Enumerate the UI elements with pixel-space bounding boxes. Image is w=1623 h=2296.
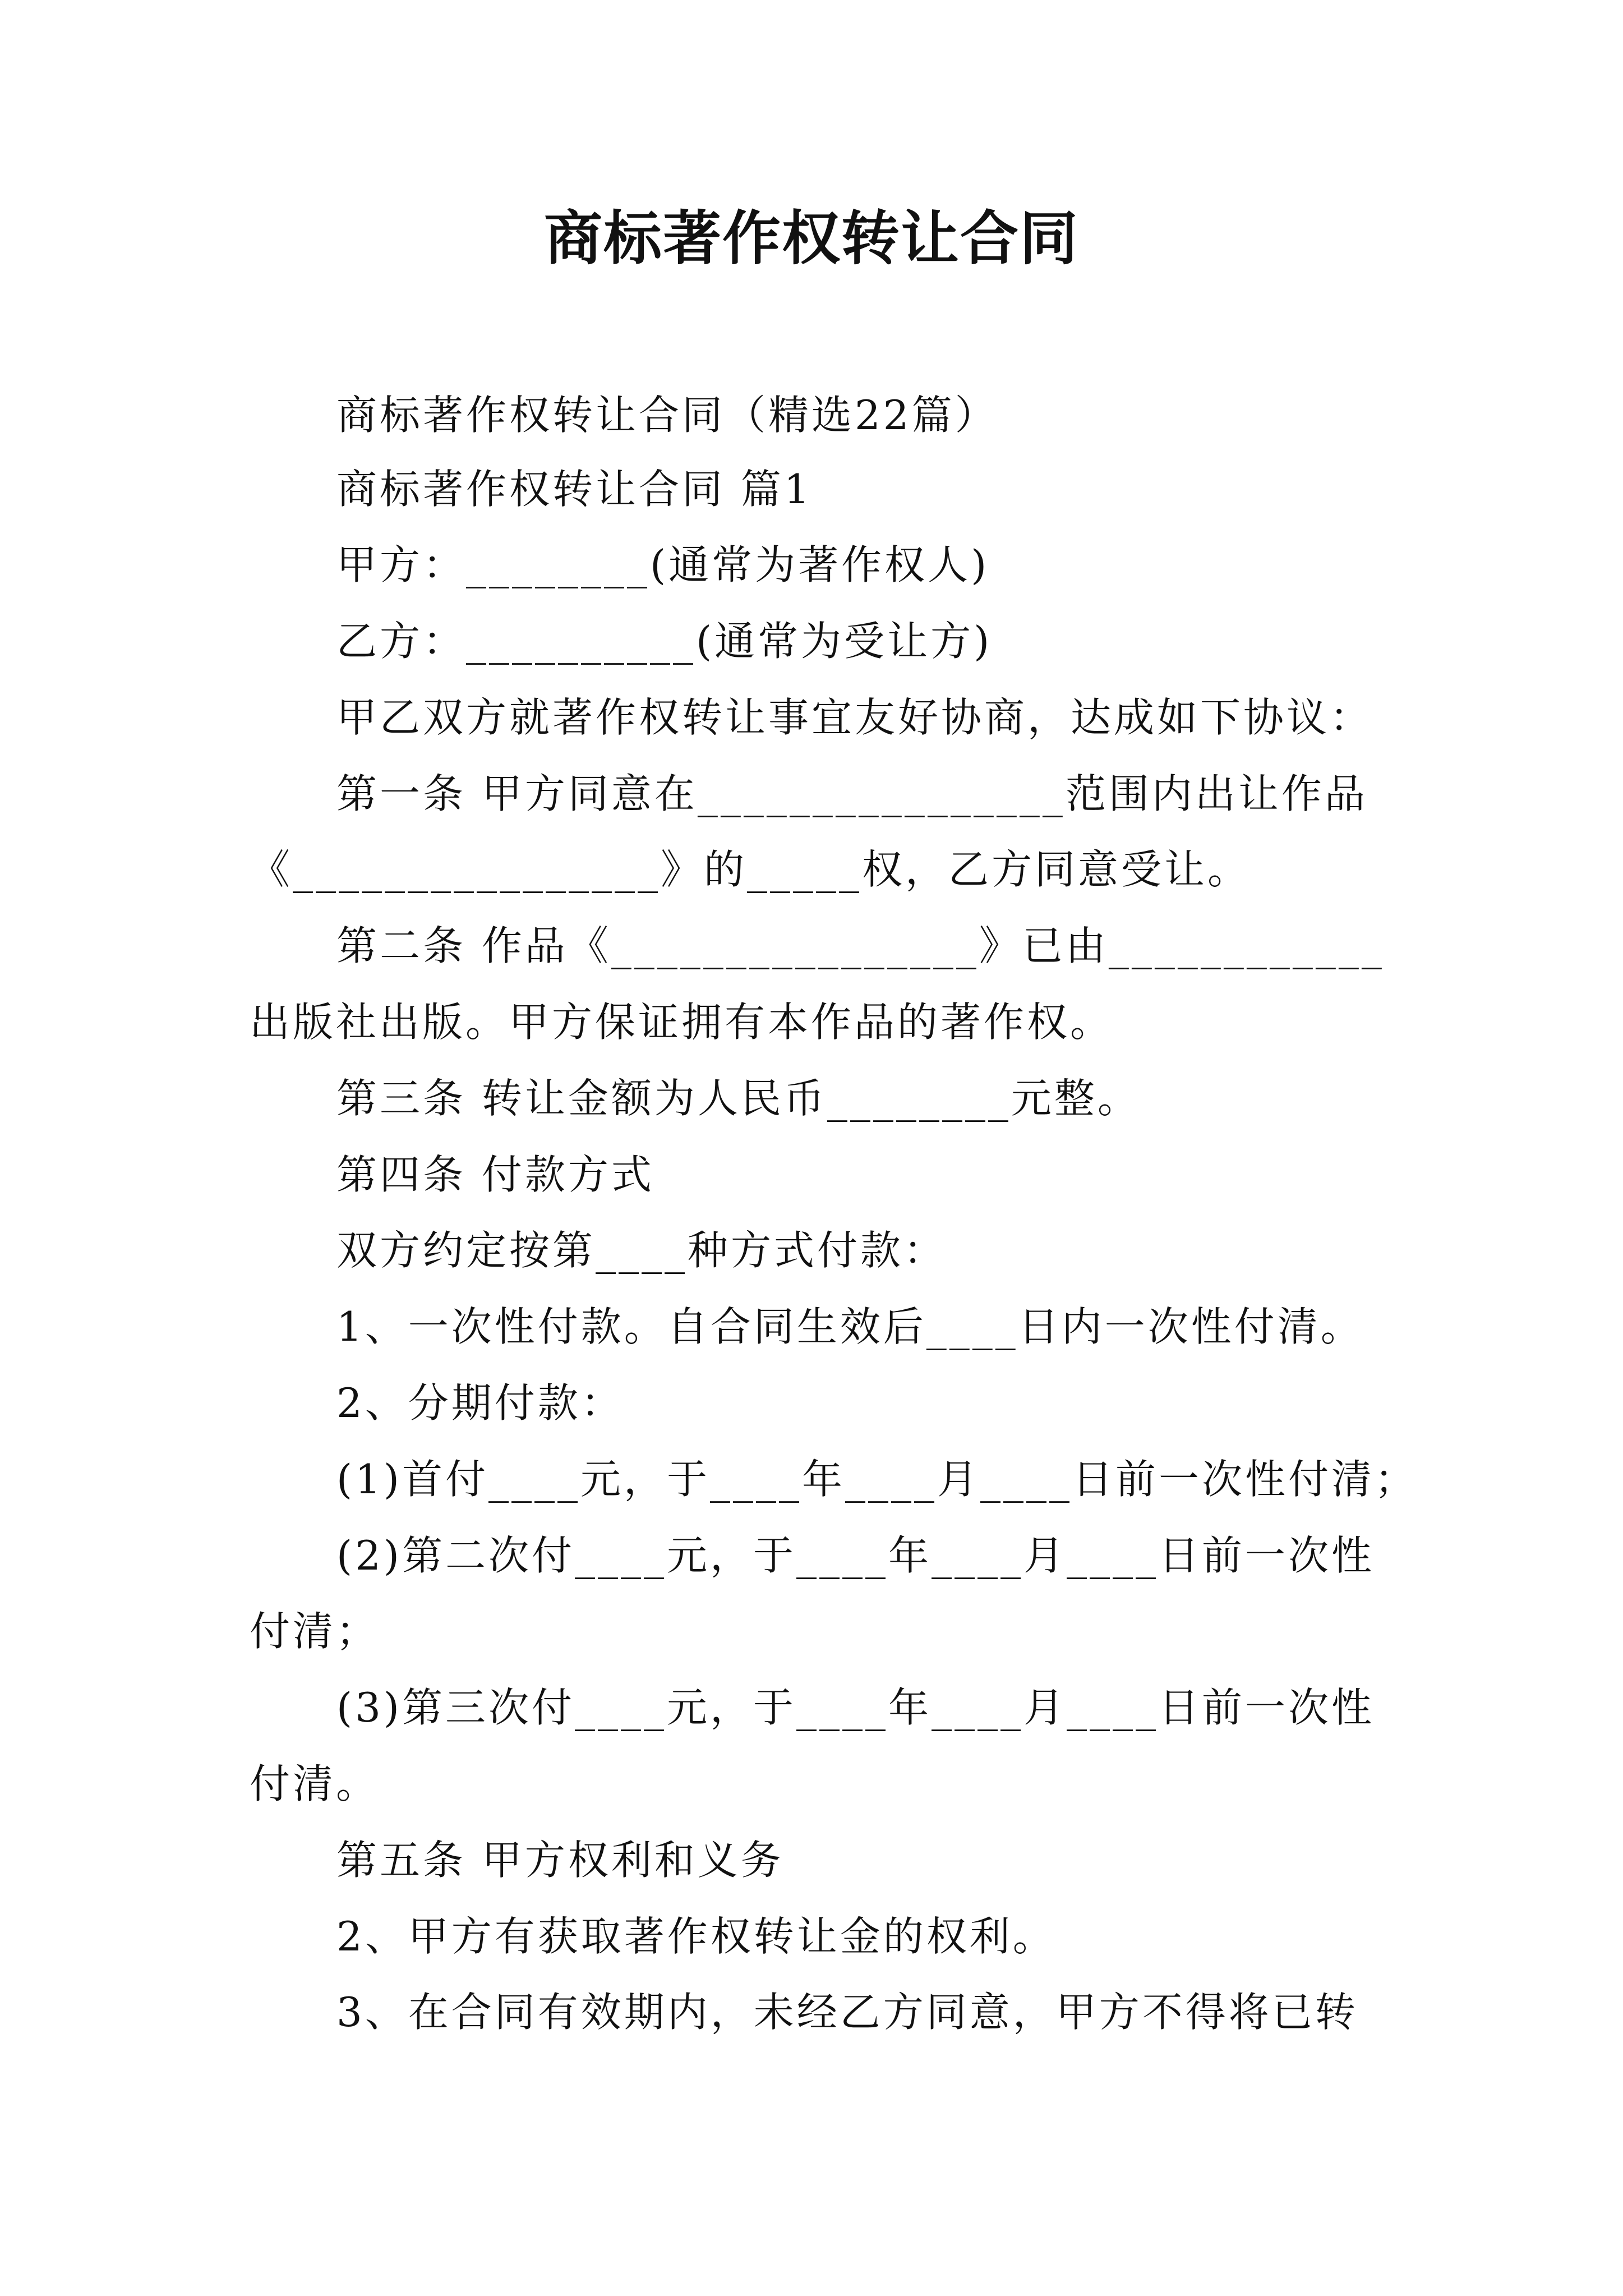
agreement-intro: 甲乙双方就著作权转让事宜友好协商，达成如下协议： bbox=[336, 694, 1373, 741]
article-2-line-2: 出版社出版。甲方保证拥有本作品的著作权。 bbox=[250, 999, 1114, 1046]
party-b-line: 乙方：__________(通常为受让方) bbox=[336, 618, 993, 665]
article-5-heading: 第五条 甲方权利和义务 bbox=[336, 1837, 784, 1884]
installment-3-line-1: (3)第三次付____元，于____年____月____日前一次性 bbox=[336, 1684, 1375, 1731]
article-1-line-1: 第一条 甲方同意在________________范围内出让作品 bbox=[336, 770, 1368, 817]
lump-sum-line: 1、一次性付款。自合同生效后____日内一次性付清。 bbox=[336, 1303, 1364, 1350]
installment-1-line: (1)首付____元，于____年____月____日前一次性付清； bbox=[336, 1456, 1418, 1503]
installment-3-line-2: 付清。 bbox=[250, 1760, 380, 1807]
document-title: 商标著作权转让合同 bbox=[543, 204, 1079, 273]
section-heading: 商标著作权转让合同 篇1 bbox=[336, 466, 813, 513]
article-2-line-1: 第二条 作品《________________》已由____________ bbox=[336, 922, 1385, 969]
installment-2-line-1: (2)第二次付____元，于____年____月____日前一次性 bbox=[336, 1532, 1375, 1579]
installment-heading: 2、分期付款： bbox=[336, 1379, 624, 1427]
party-a-line: 甲方：________(通常为著作权人) bbox=[336, 541, 990, 588]
article-5-item-2: 2、甲方有获取著作权转让金的权利。 bbox=[336, 1913, 1056, 1960]
payment-method-line: 双方约定按第____种方式付款： bbox=[336, 1227, 947, 1274]
article-4-heading: 第四条 付款方式 bbox=[336, 1151, 654, 1198]
article-5-item-3: 3、在合同有效期内，未经乙方同意，甲方不得将已转 bbox=[336, 1989, 1358, 2036]
installment-2-line-2: 付清； bbox=[250, 1608, 380, 1655]
article-1-line-2: 《________________》的_____权，乙方同意受让。 bbox=[250, 846, 1251, 893]
article-3-line: 第三条 转让金额为人民币________元整。 bbox=[336, 1075, 1141, 1122]
subtitle-line: 商标著作权转让合同（精选22篇） bbox=[336, 392, 998, 439]
